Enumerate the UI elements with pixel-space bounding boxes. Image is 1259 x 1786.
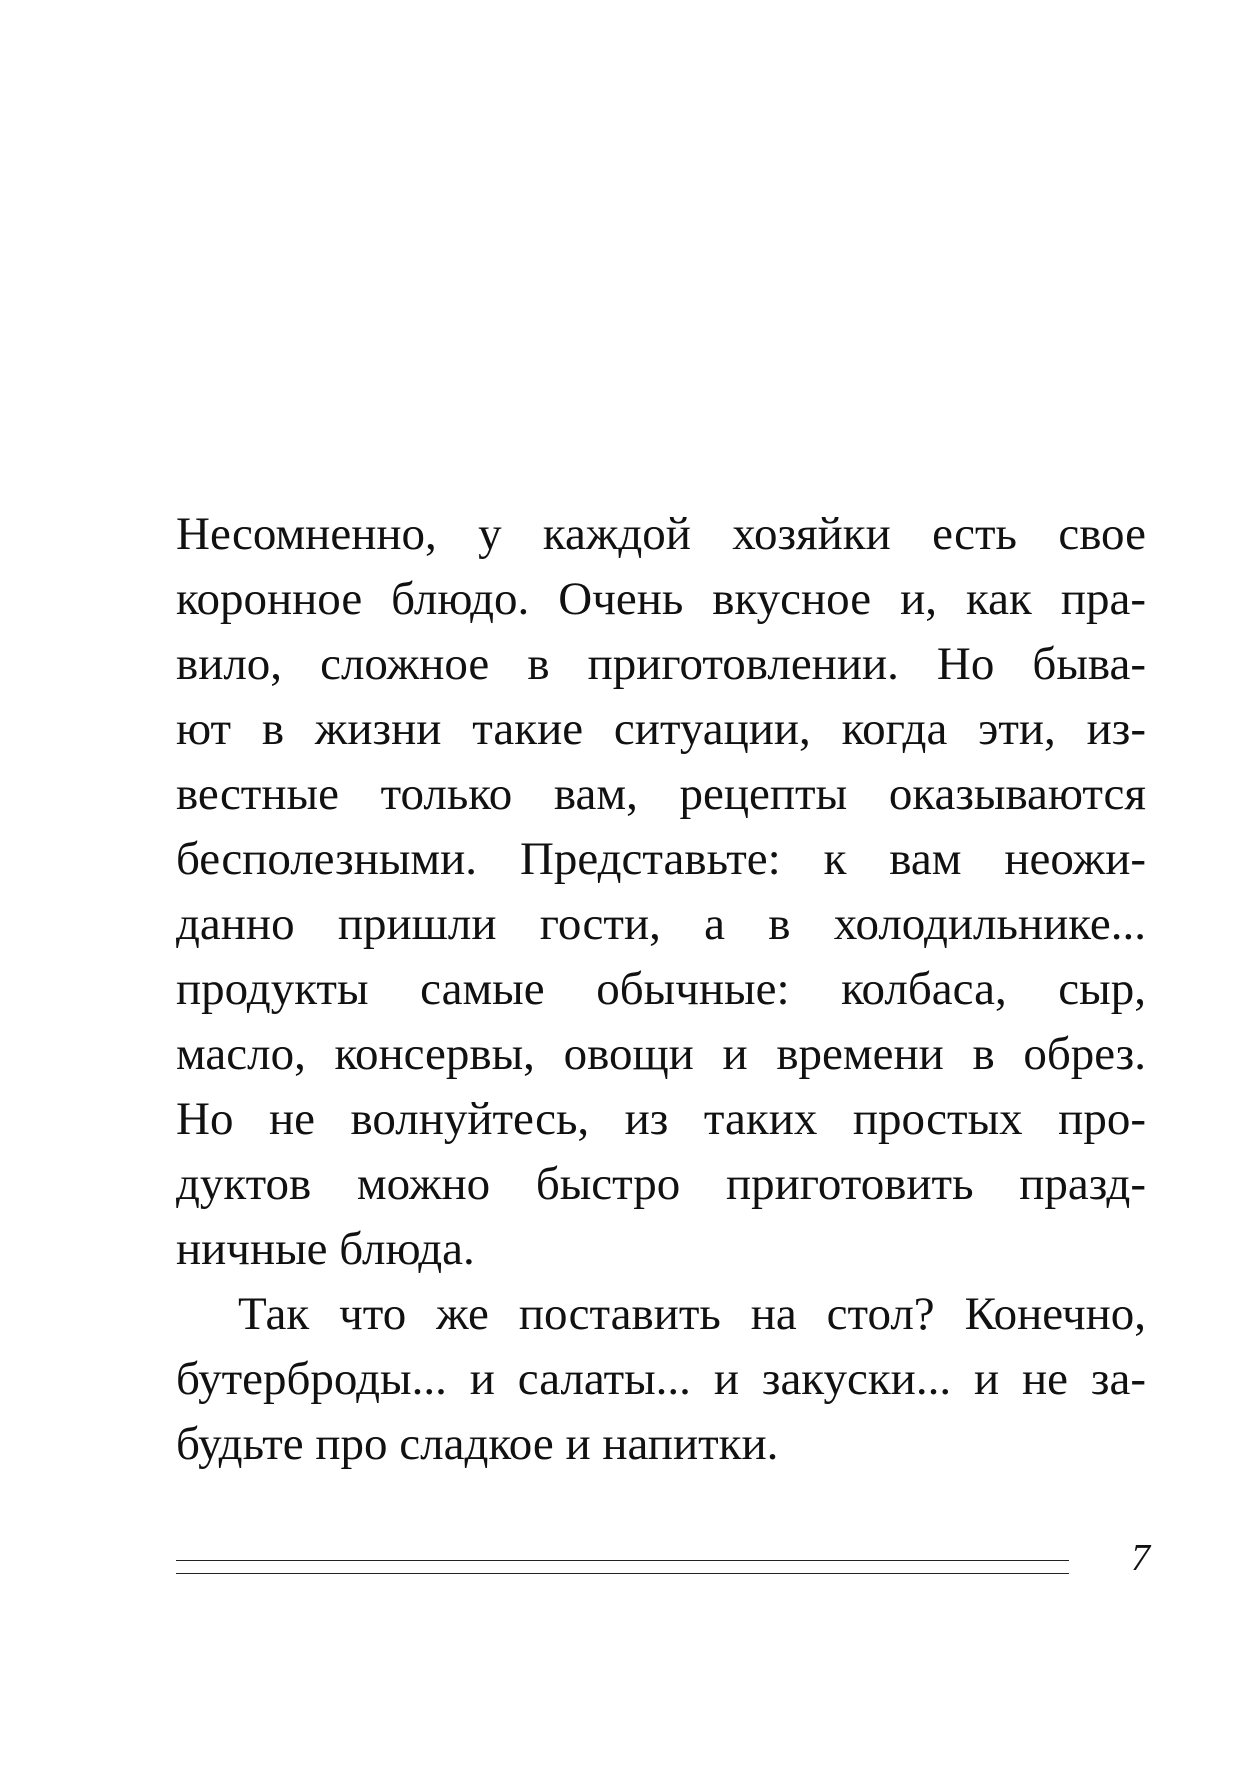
text-line: данно пришли гости, а в холодильнике... <box>176 898 1146 950</box>
footer-rule-bottom <box>176 1573 1069 1574</box>
text-line: Так что же поставить на стол? Конечно, <box>238 1288 1146 1340</box>
paragraph-1 <box>176 502 1146 1282</box>
text-line: коронное блюдо. Очень вкусное и, как пра- <box>176 573 1146 625</box>
text-line: бесполезными. Представьте: к вам неожи- <box>176 833 1146 885</box>
text-line: вило, сложное в приготовлении. Но быва- <box>176 638 1146 690</box>
text-line: вестные только вам, рецепты оказываются <box>176 768 1146 820</box>
footer-double-rule <box>176 1560 1069 1574</box>
text-line: Но не волнуйтесь, из таких простых про- <box>176 1093 1146 1145</box>
text-line: Несомненно, у каждой хозяйки есть свое <box>176 508 1146 560</box>
text-line: продукты самые обычные: колбаса, сыр, <box>176 963 1146 1015</box>
text-line: бутерброды... и салаты... и закуски... и не за- <box>176 1353 1146 1405</box>
text-line: дуктов можно быстро приготовить празд- <box>176 1158 1146 1210</box>
text-line: ничные блюда. <box>176 1223 475 1275</box>
paragraph-2 <box>176 1282 1146 1477</box>
text-line: масло, консервы, овощи и времени в обрез. <box>176 1028 1146 1080</box>
page-number: 7 <box>1131 1537 1150 1579</box>
footer-rule-top <box>176 1560 1069 1561</box>
text-line: будьте про сладкое и напитки. <box>176 1418 779 1470</box>
body-text <box>176 502 1146 1477</box>
text-line: ют в жизни такие ситуации, когда эти, из- <box>176 703 1146 755</box>
